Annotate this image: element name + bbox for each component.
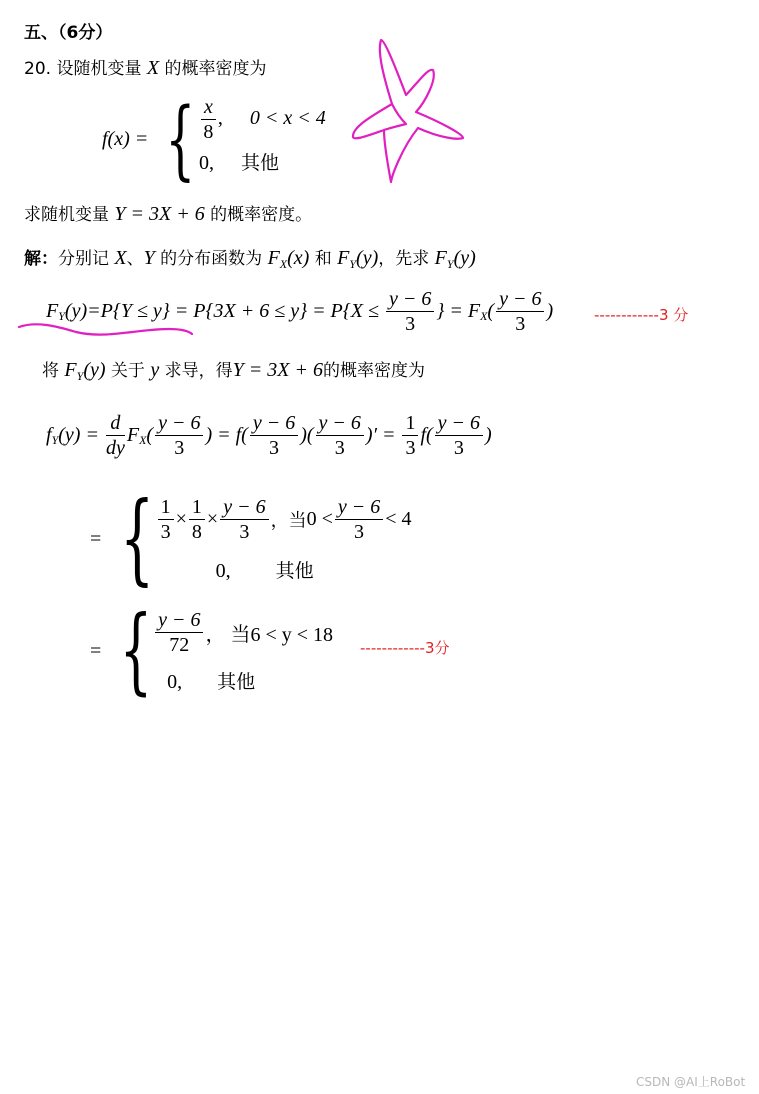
intro-text-2: 的分布函数为: [160, 249, 263, 269]
step3-cond-b: < 4: [385, 507, 412, 530]
score-mark-1: ------------3 分: [594, 306, 689, 324]
step2-third-num: 1: [402, 412, 418, 436]
watermark: CSDN @AI上RoBot: [636, 1075, 746, 1089]
line2-F: F: [64, 359, 77, 381]
step3-frac1-num: 1: [158, 496, 174, 520]
problem-stem: [24, 54, 266, 80]
intro-text-3: ，先求: [378, 249, 430, 269]
pdf-brace: {: [165, 89, 196, 190]
line2-text-d: 关于: [110, 361, 145, 381]
step3-frac3-den: 3: [239, 520, 250, 543]
pdf-cond-1: 0 < x < 4: [249, 107, 326, 130]
step-4-piecewise: [90, 596, 334, 705]
solution-label: 解：: [24, 249, 58, 269]
intro-text-1: 分别记: [58, 249, 109, 269]
step3-cond-2: 其他: [275, 559, 314, 582]
ask-text-2: 的概率密度。: [210, 205, 313, 225]
step-2-equation: [46, 412, 492, 459]
step3-frac2-num: 1: [189, 496, 205, 520]
step3-frac4-den: 3: [354, 520, 365, 543]
step2-frac2-num: y − 6: [250, 412, 298, 436]
step4-frac-num: y − 6: [155, 609, 203, 633]
step3-cond-a: 0 <: [306, 507, 333, 530]
step1-F-sub: Y: [58, 309, 65, 324]
problem-number: 20.: [24, 59, 52, 79]
fx-arg: (x): [287, 247, 310, 269]
fy-sub: Y: [349, 257, 357, 271]
step1-expr: (y)=P{Y ≤ y} = P{3X + 6 ≤ y} = P{X ≤: [64, 300, 379, 322]
step-3-piecewise: [90, 482, 412, 596]
step1-F: F: [46, 300, 59, 322]
step2-expr-f: )(: [300, 424, 314, 446]
step2-frac4-num: y − 6: [435, 412, 483, 436]
step2-paren: (: [146, 424, 154, 446]
step2-frac4-den: 3: [453, 437, 464, 459]
pdf-den: 8: [203, 121, 214, 143]
pdf-val-2: 0,: [198, 152, 214, 174]
step2-frac1-num: y − 6: [155, 412, 203, 436]
step3-eq: =: [90, 527, 102, 550]
star-annotation-icon: [350, 38, 470, 186]
step3-times-2: ×: [206, 507, 219, 530]
step2-expr-i: ): [485, 424, 492, 446]
step4-frac-den: 72: [169, 633, 190, 656]
step2-d-den: dy: [105, 437, 125, 459]
pdf-comma: ,: [217, 107, 223, 130]
fy-symbol: F: [337, 247, 350, 269]
step2-frac3-num: y − 6: [316, 412, 364, 436]
line2-text-a: 将: [42, 361, 59, 381]
pdf-num: x: [201, 96, 216, 120]
step3-frac1-den: 3: [160, 520, 171, 543]
step3-cond-cn: ，当: [270, 510, 307, 531]
step1-expr-2: } = F: [436, 300, 481, 322]
step2-F-sub: X: [139, 433, 147, 448]
step2-expr-e: ) = f(: [205, 424, 248, 446]
intro-sep: 、: [126, 249, 144, 269]
intro-var-x: X: [114, 247, 127, 269]
problem-var: X: [146, 57, 160, 79]
step2-f: f: [46, 424, 52, 446]
step4-val-2: 0,: [167, 670, 183, 693]
solution-intro: [24, 244, 476, 272]
step2-expr-g: )′ =: [365, 424, 396, 446]
pdf-definition: [102, 89, 326, 190]
step3-val-2: 0,: [215, 559, 231, 582]
step3-frac2-den: 8: [191, 520, 202, 543]
step1-fx-sub: X: [480, 309, 488, 324]
ask-expr: Y = 3X + 6: [114, 203, 205, 225]
step1-paren-open: (: [487, 300, 495, 322]
fy-sub-2: Y: [446, 257, 454, 271]
step2-d-num: d: [106, 412, 125, 436]
step3-brace: {: [120, 482, 155, 596]
step3-frac3-num: y − 6: [220, 496, 268, 520]
step4-brace: {: [119, 596, 153, 705]
intro-var-y: Y: [143, 247, 155, 269]
line2-F-sub: Y: [76, 369, 84, 383]
step2-frac2-den: 3: [269, 437, 280, 459]
step2-f-sub: Y: [51, 433, 59, 448]
step2-frac3-den: 3: [334, 437, 345, 459]
ask-text: 求随机变量: [24, 205, 109, 225]
question-line: [24, 200, 312, 226]
step2-frac1-den: 3: [174, 437, 185, 459]
fx-sub: X: [279, 257, 288, 271]
section-title: 五、（6分）: [24, 23, 113, 43]
fy-arg: (y): [356, 247, 379, 269]
problem-text: 设随机变量: [56, 59, 142, 79]
step1-frac2-den: 3: [515, 313, 526, 335]
step1-frac-den: 3: [405, 313, 416, 335]
step1-frac-num: y − 6: [386, 288, 434, 312]
step4-cond: ， 当6 < y < 18: [205, 623, 334, 646]
step2-lhs: (y) =: [58, 424, 99, 446]
step3-frac4-num: y − 6: [335, 496, 383, 520]
step3-times-1: ×: [175, 507, 187, 530]
line2-text-h: 的概率密度为: [322, 361, 425, 381]
score-mark-2: ------------3分: [360, 639, 450, 657]
line2-text-f: 求导，得: [164, 361, 233, 381]
fx-symbol: F: [267, 247, 280, 269]
step2-F: F: [126, 424, 140, 446]
underline-annotation-icon: [16, 318, 196, 342]
line2-expr: Y = 3X + 6: [232, 359, 323, 381]
step4-eq: =: [90, 639, 102, 662]
pdf-lhs: f(x) =: [102, 128, 149, 150]
step1-frac2-num: y − 6: [496, 288, 544, 312]
line2-arg: (y): [83, 359, 106, 381]
intro-and: 和: [314, 249, 332, 269]
line2-y: y: [150, 359, 160, 381]
step1-paren-close: ): [546, 300, 554, 322]
fy-symbol-2: F: [434, 247, 447, 269]
step4-cond-2: 其他: [217, 670, 256, 693]
step2-expr-h: f(: [420, 424, 433, 446]
step2-third-den: 3: [405, 437, 416, 459]
fy-arg-2: (y): [453, 247, 476, 269]
pdf-cond-2: 其他: [240, 152, 279, 174]
derivative-intro: [42, 356, 425, 384]
problem-text-2: 的概率密度为: [164, 59, 267, 79]
